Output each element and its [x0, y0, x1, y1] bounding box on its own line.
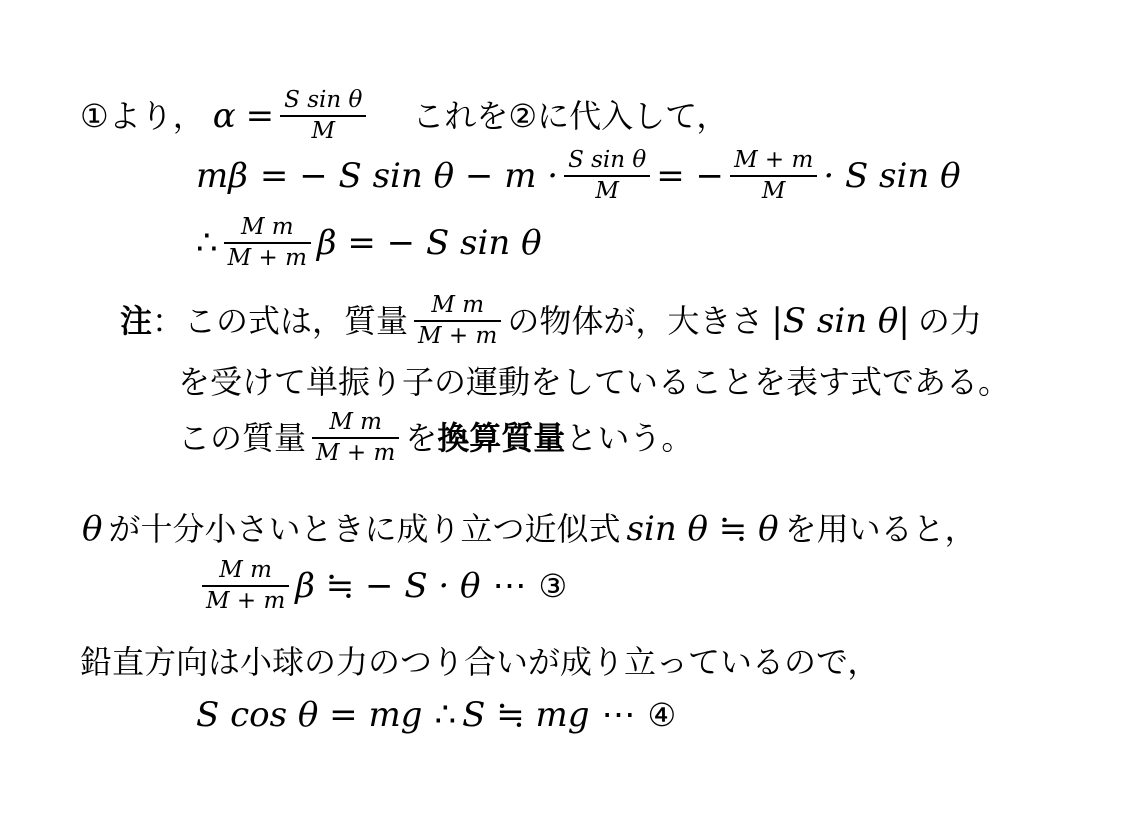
fraction-s-sin-theta — [564, 148, 650, 203]
fraction-reduced-mass — [312, 410, 399, 465]
equation-middle: = − S sin θ − m · — [259, 155, 559, 196]
theta-symbol: θ — [82, 509, 103, 549]
note-colon: ： — [152, 301, 185, 340]
line-3 — [196, 215, 542, 270]
line1-prefix: ①より， — [80, 96, 205, 135]
fraction-numerator: S sin θ — [568, 147, 647, 173]
note-line-3 — [178, 410, 693, 465]
fraction-denominator: M + m — [418, 323, 498, 350]
equation-s-approx: S ≒ mg — [462, 695, 590, 735]
note-text-line3b: を — [405, 418, 438, 457]
reduced-mass-term: 換算質量 — [437, 418, 566, 457]
line-9 — [80, 643, 880, 681]
fraction-m-plus-m — [730, 148, 817, 203]
note-line-2 — [178, 363, 1011, 401]
line9-text: 鉛直方向は小球の力のつり合いが成り立っているので， — [80, 643, 880, 681]
fraction-denominator: M + m — [227, 245, 307, 272]
fraction-bar — [224, 242, 311, 244]
fraction-numerator: M m — [219, 557, 272, 583]
alpha-symbol: α — [212, 95, 236, 136]
note-text-line2: を受けて単振り子の運動をしていることを表す式である。 — [178, 363, 1011, 401]
line7-text-2: を用いると， — [784, 510, 977, 548]
therefore-symbol: ∴ — [434, 695, 457, 735]
fraction-numerator: M m — [329, 409, 382, 435]
fraction-numerator: M m — [431, 292, 485, 318]
note-text-2: の物体が，大きさ — [507, 301, 764, 340]
line-8 — [196, 558, 567, 613]
equation-rhs: β = − S sin θ — [316, 222, 542, 263]
fraction-numerator: S sin θ — [284, 87, 363, 113]
equation-number-4: ④ — [647, 696, 677, 734]
fraction-denominator: M — [595, 178, 619, 205]
m-beta: mβ — [196, 155, 248, 196]
approx-formula: sin θ ≒ θ — [626, 509, 779, 549]
equation-rhs: β ≒ − S · θ — [295, 565, 481, 606]
equation-cos: S cos θ = mg — [196, 695, 423, 735]
note-text-line3a: この質量 — [178, 418, 307, 457]
fraction-bar — [280, 115, 366, 117]
fraction-numerator: M m — [240, 214, 294, 240]
fraction-denominator: M + m — [206, 588, 286, 615]
fraction-reduced-mass — [414, 293, 501, 348]
fraction-reduced-mass — [224, 215, 311, 270]
fraction-denominator: M — [311, 118, 336, 145]
fraction-bar — [414, 320, 501, 322]
ellipsis: ⋯ — [492, 565, 527, 606]
therefore-symbol: ∴ — [196, 222, 218, 263]
abs-s-sin-theta: |S sin θ| — [771, 300, 910, 341]
equation-rhs: · S sin θ — [823, 155, 961, 196]
equation-middle-2: = − — [656, 155, 725, 196]
note-label: 注 — [120, 301, 153, 340]
fraction-bar — [312, 437, 399, 439]
line1-suffix: これを②に代入して， — [412, 96, 729, 135]
fraction-bar — [730, 175, 817, 177]
note-line-1 — [120, 293, 982, 348]
note-text-1: この式は，質量 — [184, 301, 409, 340]
fraction-numerator: M + m — [734, 147, 814, 173]
line7-text-1: が十分小さいときに成り立つ近似式 — [108, 510, 621, 548]
fraction-alpha — [280, 88, 366, 143]
line-7 — [82, 509, 977, 549]
line-10 — [196, 695, 677, 735]
line-1 — [80, 88, 728, 143]
fraction-bar — [202, 585, 289, 587]
fraction-denominator: M — [761, 178, 786, 205]
fraction-bar — [564, 175, 650, 177]
ellipsis: ⋯ — [601, 695, 636, 735]
fraction-reduced-mass — [202, 558, 289, 613]
equals-sign: = — [245, 95, 275, 136]
fraction-denominator: M + m — [316, 440, 396, 467]
note-text-line3c: という。 — [565, 418, 694, 457]
line-2 — [196, 148, 961, 203]
equation-number-3: ③ — [538, 566, 568, 605]
note-text-3: の力 — [917, 301, 982, 340]
